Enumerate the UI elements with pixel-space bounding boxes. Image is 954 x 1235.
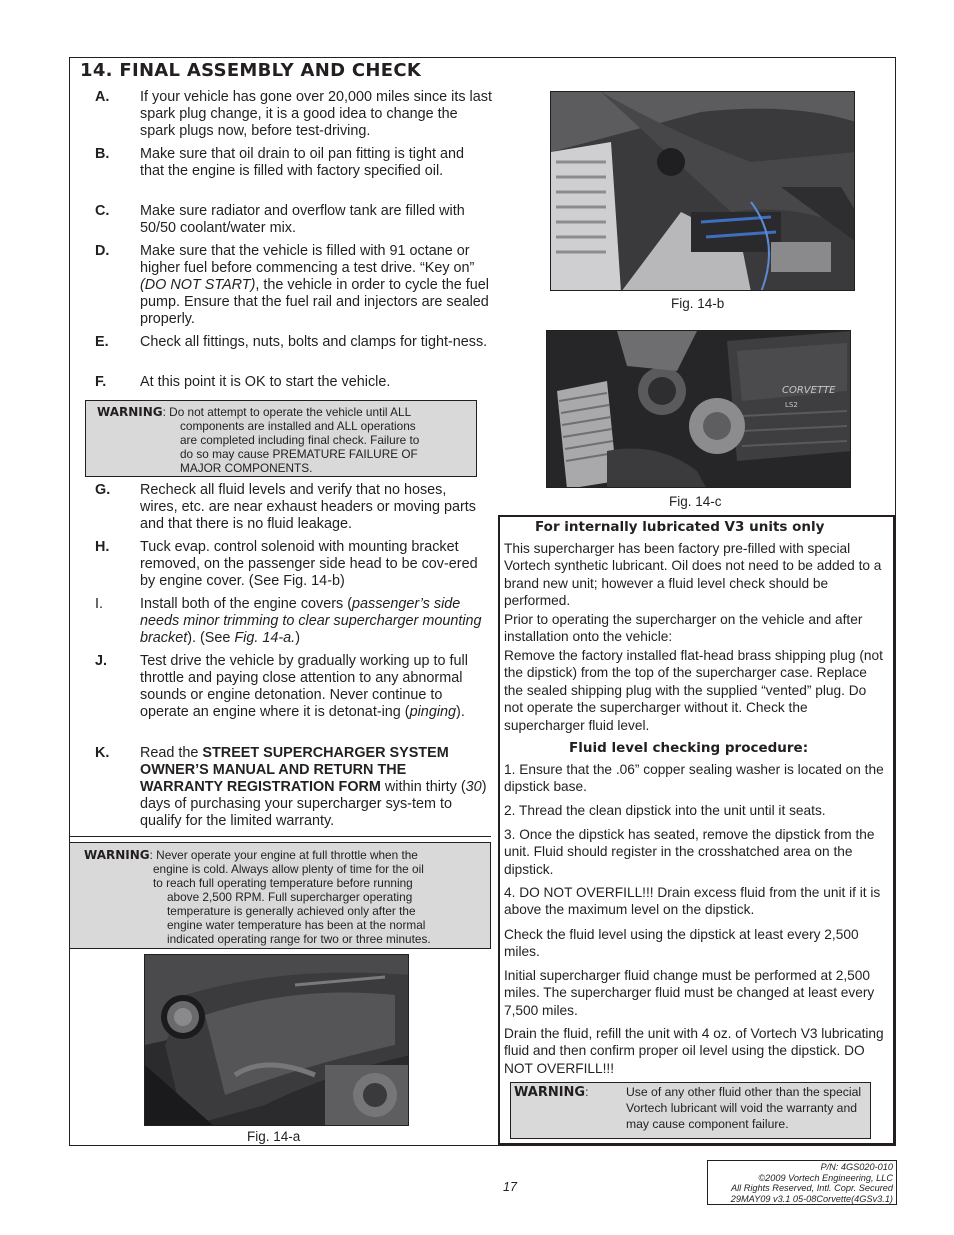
warning-text: : Do not attempt to operate the vehicle until ALL bbox=[162, 405, 412, 419]
step-text: Recheck all fluid levels and verify that no hoses, wires, etc. are near exhaust headers or moving parts and that there is no fluid leakage. bbox=[140, 482, 476, 532]
v3-paragraph: Check the fluid level using the dipstick at least every 2,500 miles. bbox=[504, 927, 859, 960]
step-text-part: ) days of purchasing your supercharger sys-tem to qualify for the limited warranty. bbox=[140, 779, 487, 829]
step-text bbox=[140, 653, 485, 721]
v3-paragraph: Remove the factory installed flat-head brass shipping plug (not the dipstick) from the top of the supercharger case. Replace the sealed shipping plug with the supplied “vented” plug. Do not operate the supercharger without it. Check the supercharger fluid level. bbox=[504, 648, 883, 733]
step-text-part: within thirty ( bbox=[380, 779, 466, 795]
step-letter: J. bbox=[95, 653, 108, 669]
step-text: Make sure that oil drain to oil pan fitting is tight and that the engine is filled with factory specified oil. bbox=[140, 146, 464, 179]
footer-part-number: P/N: 4GS020-010 bbox=[820, 1162, 893, 1172]
step-text: Make sure radiator and overflow tank are filled with 50/50 coolant/water mix. bbox=[140, 203, 465, 236]
warning-label-group bbox=[514, 1084, 588, 1101]
v3-procedure-step: 2. Thread the clean dipstick into the unit until it seats. bbox=[504, 803, 826, 818]
step-text-part: ). (See bbox=[187, 630, 235, 646]
warning-label: WARNING bbox=[84, 848, 150, 862]
step-letter: C. bbox=[95, 203, 110, 219]
warning-first-line bbox=[97, 405, 411, 419]
v3-procedure-step: 1. Ensure that the .06” copper sealing washer is located on the dipstick base. bbox=[504, 762, 884, 795]
step-text: Check all fittings, nuts, bolts and clamps for tight-ness. bbox=[140, 334, 488, 350]
v3-procedure-step: 3. Once the dipstick has seated, remove the dipstick from the unit. Fluid should register in the crosshatched area on the dipstick. bbox=[504, 827, 875, 877]
figure-caption: Fig. 14-b bbox=[671, 296, 725, 311]
warning-colon: : bbox=[585, 1085, 589, 1099]
step-letter: D. bbox=[95, 243, 110, 259]
step-text-emphasis: 30 bbox=[465, 779, 482, 795]
step-text bbox=[140, 745, 490, 830]
v3-box-heading: For internally lubricated V3 units only bbox=[535, 519, 825, 535]
step-text-part: Read the bbox=[140, 745, 203, 761]
step-text-part: ). bbox=[456, 704, 465, 720]
warning-first-line bbox=[84, 848, 418, 862]
warning-line: components are installed and ALL operations bbox=[180, 419, 416, 433]
step-letter: E. bbox=[95, 334, 109, 350]
warning-box bbox=[85, 400, 477, 477]
section-title: 14. FINAL ASSEMBLY AND CHECK bbox=[80, 60, 422, 81]
v3-paragraph: Prior to operating the supercharger on the vehicle and after installation onto the vehicle: bbox=[504, 612, 863, 645]
step-text-part: ) bbox=[295, 630, 300, 646]
warning-line: are completed including final check. Failure to bbox=[180, 433, 420, 447]
warning-line: do so may cause PREMATURE FAILURE OF bbox=[180, 447, 418, 461]
warning-label: WARNING bbox=[97, 405, 163, 419]
figure-caption: Fig. 14-a bbox=[247, 1129, 301, 1144]
figure-14c-photo bbox=[546, 330, 851, 488]
step-text bbox=[140, 243, 495, 328]
step-text-emphasis: (DO NOT START) bbox=[140, 277, 256, 293]
step-text-bold: STREET SUPERCHARGER SYSTEM OWNER’S MANUAL AND RETURN THE WARRANTY REGISTRATION FORM bbox=[140, 745, 449, 795]
v3-paragraph: Drain the fluid, refill the unit with 4 oz. of Vortech V3 lubricating fluid and then confirm proper oil level using the dipstick. DO NOT OVERFILL!!! bbox=[504, 1026, 884, 1076]
engine-cover-brand: CORVETTE bbox=[782, 385, 836, 396]
warning-line: indicated operating range for two or three minutes. bbox=[167, 932, 431, 946]
warning-text: Use of any other fluid other than the special Vortech lubricant will void the warranty and may cause component failure. bbox=[626, 1085, 862, 1131]
v3-procedure-step: 4. DO NOT OVERFILL!!! Drain excess fluid from the unit if it is above the maximum level on the dipstick. bbox=[504, 885, 881, 918]
step-text-part: , the vehicle in order to cycle the fuel pump. Ensure that the fuel rail and injectors are sealed properly. bbox=[140, 277, 489, 327]
step-letter: F. bbox=[95, 374, 107, 390]
step-letter: K. bbox=[95, 745, 110, 761]
step-text-emphasis: pinging bbox=[409, 704, 457, 720]
page-number: 17 bbox=[503, 1180, 517, 1194]
step-letter: H. bbox=[95, 539, 110, 555]
step-text-emphasis: Fig. 14-a. bbox=[234, 630, 296, 646]
footer-copyright: ©2009 Vortech Engineering, LLC bbox=[758, 1172, 893, 1183]
section-divider bbox=[69, 836, 491, 837]
warning-line: engine is cold. Always allow plenty of time for the oil bbox=[153, 862, 424, 876]
warning-line: temperature is generally achieved only after the bbox=[167, 904, 416, 918]
figure-14b-photo bbox=[550, 91, 855, 291]
engine-cover-model: LS2 bbox=[785, 401, 798, 409]
v3-warning-box bbox=[510, 1082, 871, 1139]
warning-line: engine water temperature has been at the normal bbox=[167, 918, 426, 932]
step-text-part: Make sure that the vehicle is filled with 91 octane or higher fuel before commencing a test drive. “Key on” bbox=[140, 243, 475, 276]
warning-label: WARNING bbox=[514, 1085, 586, 1100]
figure-14a-photo bbox=[144, 954, 409, 1126]
warning-continuation bbox=[180, 419, 419, 475]
footer-rights: All Rights Reserved, Intl. Copr. Secured bbox=[730, 1183, 893, 1194]
step-letter: I. bbox=[95, 596, 103, 612]
warning-box bbox=[69, 842, 491, 949]
step-text: If your vehicle has gone over 20,000 miles since its last spark plug change, it is a good idea to change the spark plugs now, before test-driving. bbox=[140, 89, 492, 139]
step-text bbox=[140, 596, 485, 647]
warning-text: : Never operate your engine at full throttle when the bbox=[149, 848, 418, 862]
footer-revision: 29MAY09 v3.1 05-08Corvette(4GSv3.1) bbox=[730, 1193, 893, 1204]
step-text: Tuck evap. control solenoid with mounting bracket removed, on the passenger side head to be cov-ered by engine cover. (See Fig. 14-b) bbox=[140, 539, 478, 589]
v3-paragraph: Initial supercharger fluid change must be performed at 2,500 miles. The supercharger fluid must be changed at least every 7,500 miles. bbox=[504, 968, 875, 1018]
step-text-part: Test drive the vehicle by gradually working up to full throttle and paying close attention to any abnormal sounds or engine detonation. Never continue to operate an engine where it is detonat-ing ( bbox=[140, 653, 468, 720]
v3-subheading: Fluid level checking procedure: bbox=[569, 740, 809, 756]
warning-line: MAJOR COMPONENTS. bbox=[180, 461, 313, 475]
step-text: At this point it is OK to start the vehicle. bbox=[140, 374, 391, 390]
warning-line: to reach full operating temperature before running bbox=[153, 876, 413, 890]
v3-paragraph: This supercharger has been factory pre-filled with special Vortech synthetic lubricant. Oil does not need to be added to a brand new unit; however a fluid level check should be performed. bbox=[504, 541, 882, 609]
warning-continuation bbox=[167, 890, 431, 946]
figure-caption: Fig. 14-c bbox=[669, 494, 722, 509]
warning-line: above 2,500 RPM. Full supercharger operating bbox=[167, 890, 413, 904]
step-text-part: Install both of the engine covers ( bbox=[140, 596, 352, 612]
footer-box bbox=[707, 1160, 897, 1205]
step-letter: B. bbox=[95, 146, 110, 162]
step-text-emphasis: passenger’s side needs minor trimming to clear supercharger mounting bracket bbox=[140, 596, 482, 646]
step-letter: A. bbox=[95, 89, 110, 105]
step-letter: G. bbox=[95, 482, 111, 498]
